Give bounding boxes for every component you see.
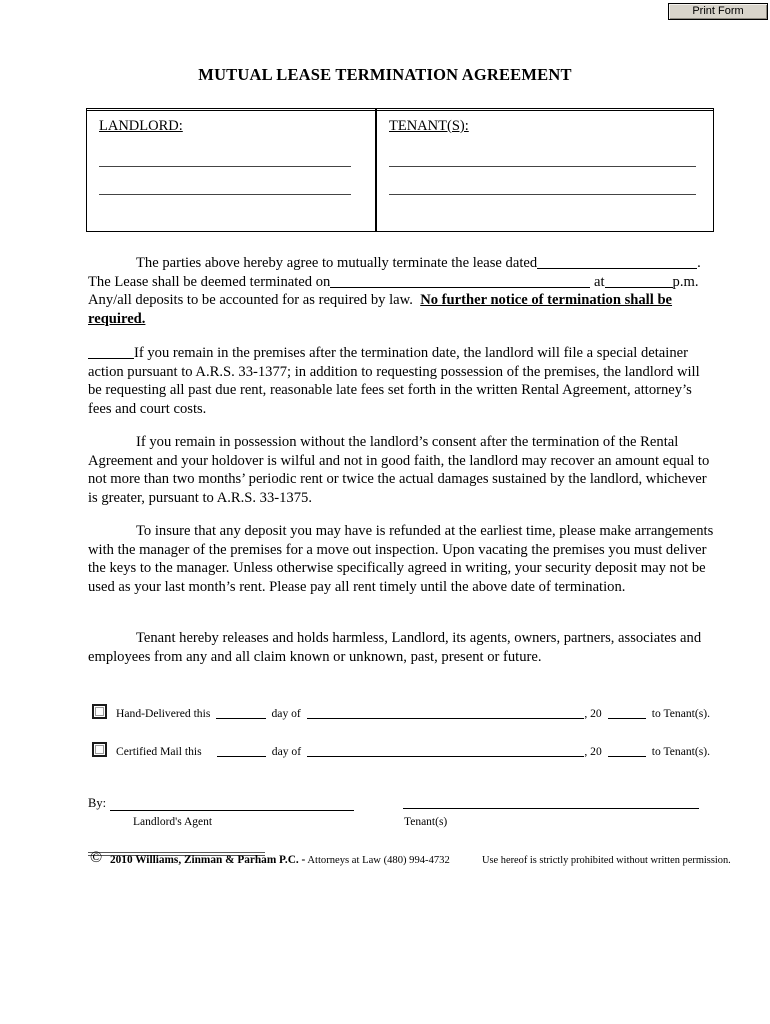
p1-text-d: at (593, 273, 605, 290)
p2-text: If you remain in the premises after the termination date, the landlord will file a special detainer action pursuant to A.R.S. 33-1377; in addition to requesting possession of the premises, the landlord will be requesting all past due rent, reasonable late fees set forth in the written Rental Agreement, attorney’s fees and court costs. (88, 345, 700, 417)
signature-captions (88, 816, 714, 832)
print-form-button[interactable]: Print Form (668, 3, 768, 20)
tenant-cell (376, 109, 713, 231)
signature-lines (88, 796, 714, 812)
hand-delivered-day-field[interactable] (216, 706, 265, 719)
permission-note: Use hereof is strictly prohibited without written permission. (482, 855, 731, 866)
hand-delivered-dayof-label: day of (271, 707, 301, 720)
landlord-name-field-line-1[interactable] (99, 166, 351, 167)
party-info-box (86, 108, 714, 232)
p1-text-b: . (697, 255, 701, 271)
p1-text-a: The parties above hereby agree to mutually terminate the lease dated (136, 255, 538, 271)
signature-section (88, 796, 714, 832)
copyright-firm-thin: Attorneys at Law (480) 994-4732 (305, 855, 450, 866)
checkbox-inner-icon (95, 707, 104, 716)
certified-mail-year-field[interactable] (608, 744, 646, 757)
certified-mail-to-label: to Tenant(s). (651, 745, 711, 758)
paragraph-holdover-damages (88, 433, 714, 507)
tenant-name-field-line-2[interactable] (389, 194, 696, 195)
initials-field[interactable] (88, 344, 134, 359)
certified-mail-row (92, 728, 716, 758)
tenant-name-field-line-1[interactable] (389, 166, 696, 167)
p1-text-c: The Lease shall be deemed terminated on (88, 273, 331, 290)
paragraph-deposit-refund (88, 522, 714, 596)
checkbox-inner-icon (95, 745, 104, 754)
landlord-agent-caption: Landlord's Agent (133, 816, 213, 828)
hand-delivered-checkbox[interactable] (92, 704, 107, 719)
hand-delivered-to-label: to Tenant(s). (651, 707, 710, 720)
tenant-caption: Tenant(s) (404, 816, 448, 828)
hand-delivered-label: Hand-Delivered this (116, 707, 211, 720)
termination-date-field[interactable] (330, 273, 590, 288)
copyright-footer (90, 849, 731, 869)
copyright-firm-text (110, 854, 450, 866)
p5-text: Tenant hereby releases and holds harmless, Landlord, its agents, owners, partners, associates and employees from any and all claim known or unknown, past, present or future. (88, 630, 702, 665)
landlord-label: LANDLORD: (99, 118, 183, 134)
paragraph-termination-terms (88, 254, 714, 328)
certified-mail-label: Certified Mail this (116, 745, 202, 758)
landlord-name-field-line-2[interactable] (99, 194, 351, 195)
by-label: By: (88, 796, 107, 810)
paragraph-release-of-claims (88, 629, 714, 666)
certified-mail-day-field[interactable] (217, 744, 266, 757)
hand-delivered-month-field[interactable] (307, 706, 585, 719)
termination-time-field[interactable] (605, 273, 673, 288)
p1-text-f: Any/all deposits to be accounted for as required by law. (88, 292, 413, 309)
certified-mail-dayof-label: day of (271, 745, 302, 758)
copyright-firm-bold: 2010 Williams, Zinman & Parham P.C. - (110, 854, 306, 866)
p3-text: If you remain in possession without the landlord’s consent after the termination of the Rental Agreement and your holdover is wilful and not in good faith, the landlord may recover an amount equal to not more than two months’ periodic rent or twice the actual damages sustained by the landlord, whichever is greater, pursuant to A.R.S. 33-1375. (88, 434, 710, 506)
delivery-method-section (92, 690, 716, 758)
p4-text: To insure that any deposit you may have is refunded at the earliest time, please make arrangements with the manager of the premises for a move out inspection. Upon vacating the premises you must deliver the keys to the manager. Unless otherwise specifically agreed in writing, your security deposit may not be used as your last month’s rent. Please pay all rent timely until the above date of termination. (88, 523, 714, 595)
hand-delivered-year-field[interactable] (608, 706, 646, 719)
no-further-notice-clause: No further notice of termination shall be required. (88, 292, 673, 327)
certified-mail-year-prefix: , 20 (584, 745, 602, 758)
landlord-cell (87, 109, 376, 231)
paragraph-special-detainer (88, 344, 714, 418)
hand-delivered-year-prefix: , 20 (584, 707, 602, 720)
tenant-label: TENANT(S): (389, 118, 469, 134)
landlord-signature-field[interactable] (110, 810, 354, 811)
certified-mail-month-field[interactable] (307, 744, 584, 757)
p1-text-e: p.m. (672, 273, 699, 290)
certified-mail-checkbox[interactable] (92, 742, 107, 757)
tenant-signature-field[interactable] (403, 808, 699, 809)
hand-delivered-row (92, 690, 716, 720)
page-title: MUTUAL LEASE TERMINATION AGREEMENT (198, 65, 572, 84)
lease-dated-field[interactable] (537, 254, 697, 269)
copyright-icon: © (90, 849, 103, 866)
